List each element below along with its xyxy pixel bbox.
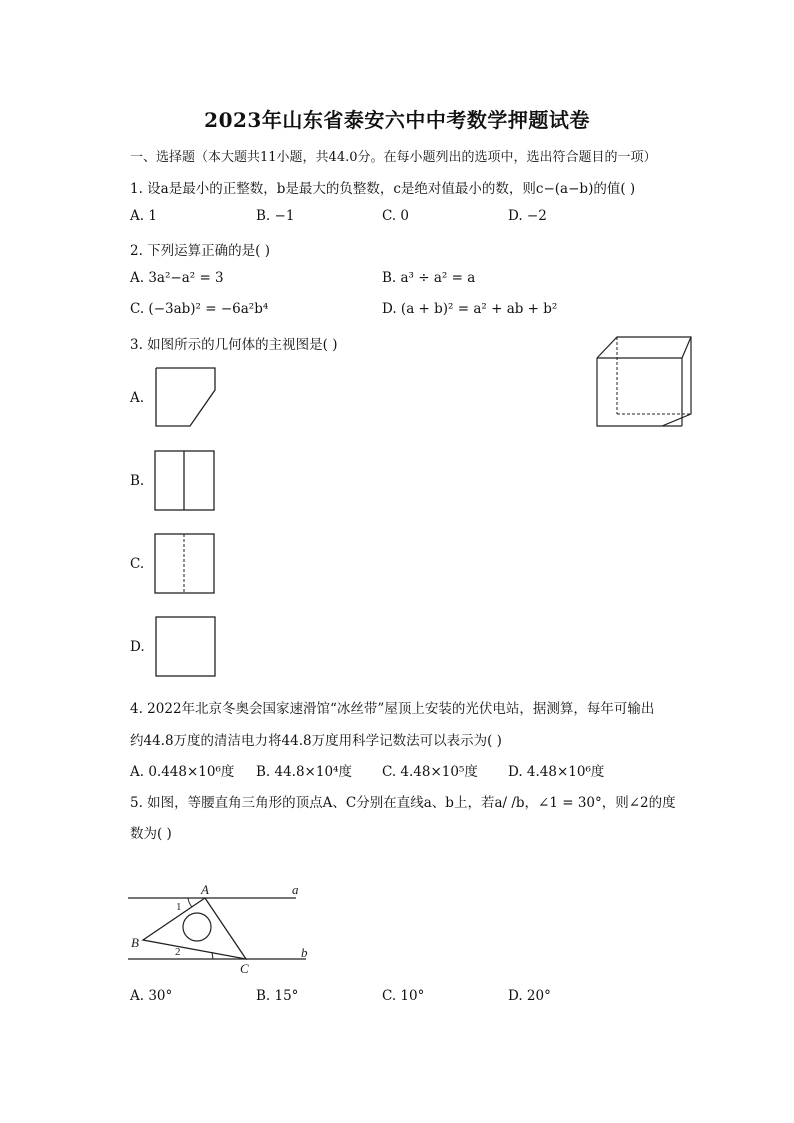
q5-label-point-c: C — [240, 961, 249, 976]
q3-solid-figure — [596, 336, 692, 428]
q5-label-angle-1: 1 — [176, 901, 182, 913]
page-title: 2023年山东省泰安六中中考数学押题试卷 — [204, 108, 590, 132]
q3-option-b[interactable]: B. — [130, 473, 145, 489]
q5-option-d[interactable]: D. 20° — [508, 988, 551, 1004]
q2-option-d[interactable]: D. (a + b)² = a² + ab + b² — [382, 301, 558, 317]
q5-stem-line2: 数为( ) — [130, 826, 172, 842]
q5-option-a[interactable]: A. 30° — [130, 988, 173, 1004]
q3-option-a[interactable]: A. — [130, 390, 145, 406]
q4-stem-line1: 4. 2022年北京冬奥会国家速滑馆“冰丝带”屋顶上安装的光伏电站，据测算，每年可输出 — [130, 701, 655, 717]
q5-option-b[interactable]: B. 15° — [256, 988, 299, 1004]
q5-stem-line1: 5. 如图，等腰直角三角形的顶点A、C分别在直线a、b上，若a/ /b，∠1 = 30°，则∠2的度 — [130, 795, 676, 811]
q3-option-a-figure[interactable] — [155, 367, 217, 428]
q5-label-line-b: b — [301, 945, 308, 960]
q2-stem: 2. 下列运算正确的是( ) — [130, 243, 270, 259]
q3-option-c-figure[interactable] — [154, 533, 216, 595]
q3-option-b-figure[interactable] — [154, 450, 216, 512]
q3-option-c[interactable]: C. — [130, 556, 145, 572]
q2-option-b[interactable]: B. a³ ÷ a² = a — [382, 270, 476, 286]
q5-option-c[interactable]: C. 10° — [382, 988, 425, 1004]
q4-stem-line2: 约44.8万度的清洁电力将44.8万度用科学记数法可以表示为( ) — [130, 733, 502, 749]
q3-option-d-figure[interactable] — [155, 616, 217, 678]
q2-option-c[interactable]: C. (−3ab)² = −6a²b⁴ — [130, 301, 269, 317]
q2-option-a[interactable]: A. 3a²−a² = 3 — [130, 270, 224, 286]
q5-triangle-figure — [128, 880, 318, 980]
q1-option-a[interactable]: A. 1 — [130, 208, 157, 224]
q5-label-angle-2: 2 — [175, 946, 181, 958]
q1-option-b[interactable]: B. −1 — [256, 208, 295, 224]
q4-option-d[interactable]: D. 4.48×10⁶度 — [508, 764, 605, 780]
q5-label-point-a: A — [201, 882, 209, 897]
q1-stem: 1. 设a是最小的正整数，b是最大的负整数，c是绝对值最小的数，则c−(a−b)的值( ) — [130, 181, 636, 197]
q3-stem: 3. 如图所示的几何体的主视图是( ) — [130, 337, 338, 353]
q4-option-a[interactable]: A. 0.448×10⁶度 — [130, 764, 235, 780]
q1-option-c[interactable]: C. 0 — [382, 208, 410, 224]
q3-option-d[interactable]: D. — [130, 639, 145, 655]
q5-label-point-b: B — [131, 935, 139, 950]
section-heading: 一、选择题（本大题共11小题，共44.0分。在每小题列出的选项中，选出符合题目的一项） — [130, 150, 657, 165]
q5-label-line-a: a — [292, 882, 299, 897]
q4-option-c[interactable]: C. 4.48×10⁵度 — [382, 764, 478, 780]
q4-option-b[interactable]: B. 44.8×10⁴度 — [256, 764, 352, 780]
q1-option-d[interactable]: D. −2 — [508, 208, 547, 224]
